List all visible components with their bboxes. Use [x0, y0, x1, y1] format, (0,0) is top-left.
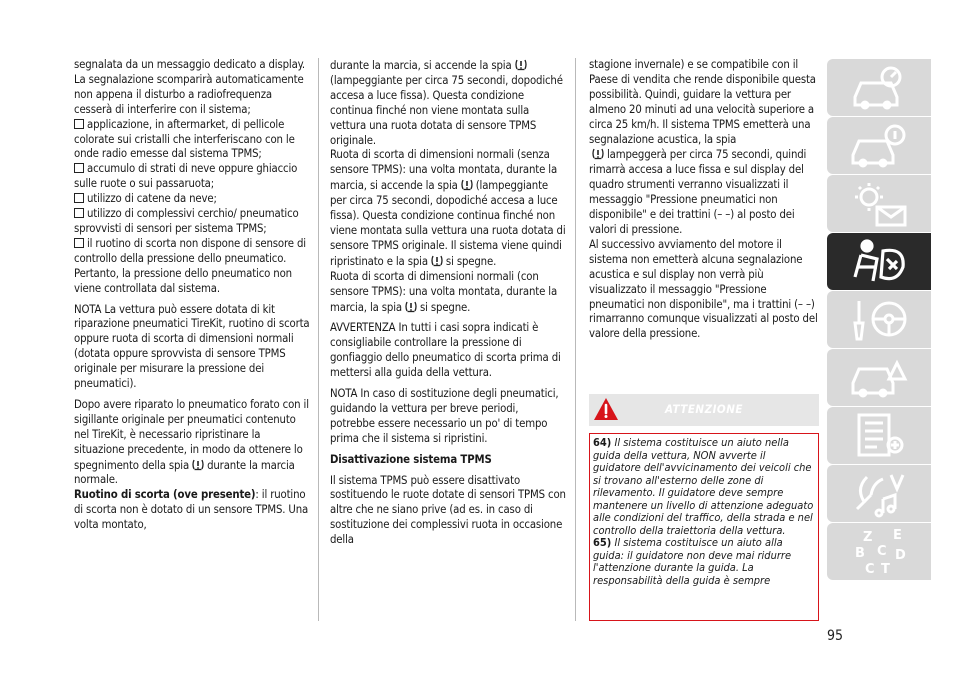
tpms-warning-icon — [460, 178, 474, 191]
tab-index[interactable] — [827, 523, 931, 580]
tpms-warning-icon — [430, 254, 444, 267]
tab-lights[interactable] — [827, 175, 931, 232]
paragraph: Al successivo avviamento del motore il sistema non emetterà alcuna segnalazione acustica e sul display non verrà più visualizzato il messaggio "Pressione pneumatici non disponibile", ma i trattini (– –) rimarranno comunque visualizzati al posto del valore della pressione. — [589, 237, 818, 341]
column-divider — [575, 58, 576, 621]
lights-mail-icon — [847, 179, 911, 228]
bullet-item: utilizzo di complessivi cerchio/ pneumatico sprovvisti di sensori per sistema TPMS; — [74, 207, 299, 235]
bullet-item: il ruotino di scorta non dispone di sensore di controllo della pressione dello pneumatico. Pertanto, la pressione dello pneumatico non viene controllata dal sistema. — [74, 236, 306, 295]
maintenance-list-icon — [847, 411, 911, 460]
warning-item: 64) Il sistema costituisce un aiuto nella guida della vettura, NON avverte il guidatore dell'avvicinamento dei veicoli che si trovano all'esterno delle zone di rilevamento. Il guidatore deve sempre mantenere un livello di attenzione adeguato alle condizioni del traffico, della strada e nel controllo della traiettoria della vettura. — [593, 436, 814, 537]
paragraph: Dopo avere riparato lo pneumatico forato con il sigillante originale per pneumatici contenuto nel TireKit, è necessario ripristinare la situazione precedente, in modo da ottenere lo spegnimento della spia durante la marcia normale. — [74, 397, 309, 487]
warning-body — [589, 433, 819, 621]
column-divider — [318, 58, 319, 621]
index-letter: Z — [863, 530, 873, 545]
index-letter: C — [865, 562, 875, 576]
tpms-warning-icon — [591, 147, 605, 160]
text-column-1 — [74, 58, 310, 539]
warning-item: 65) Il sistema costituisce un aiuto alla guida: il guidatore non deve mai ridurre l'attenzione durante la guida. La responsabilità della guida è sempre — [593, 536, 792, 587]
tab-maintenance[interactable] — [827, 407, 931, 464]
bullet-square-icon — [74, 193, 84, 203]
bullet-square-icon — [74, 163, 84, 173]
bullet-item: accumulo di strati di neve oppure ghiaccio sulle ruote o sui passaruota; — [74, 162, 298, 191]
tpms-warning-icon — [191, 458, 205, 471]
text-column-3 — [589, 58, 819, 348]
tab-car-info[interactable] — [827, 117, 931, 174]
emergency-car-icon — [847, 353, 911, 402]
bullet-item: utilizzo di catene da neve; — [74, 192, 310, 207]
text-column-2 — [330, 58, 566, 554]
warning-title: ATTENZIONE — [665, 402, 743, 416]
multimedia-icon — [847, 469, 911, 518]
bullet-item: applicazione, in aftermarket, di pellicole colorate sui cristalli che interferiscano con le onde radio emesse dal sistema TPMS; — [74, 117, 295, 161]
bullet-square-icon — [74, 208, 84, 218]
section-heading: Disattivazione sistema TPMS — [330, 452, 492, 466]
paragraph: durante la marcia, si accende la spia(lampeggiante per circa 75 secondi, dopodiché accesa a luce fissa). Questa condizione continua finché non viene montata sulla vettura una ruota dotata di sensore TPMS originale. — [330, 59, 563, 147]
paragraph: Ruota di scorta di dimensioni normali (con sensore TPMS): una volta montata, durante la marcia, la spia si spegne. — [330, 269, 558, 314]
paragraph: segnalata da un messaggio dedicato a display. La segnalazione scomparirà automaticamente non appena il disturbo a radiofrequenza cesserà di interferire con il sistema; — [74, 58, 305, 116]
paragraph: Il sistema TPMS può essere disattivato sostituendo le ruote dotate di sensori TPMS con altre che ne siano prive (ad es. in caso di sostituzione dei complessivi ruota in occasione della — [330, 473, 566, 547]
tab-starting-driving[interactable] — [827, 291, 931, 348]
note-paragraph: NOTA La vettura può essere dotata di kit riparazione pneumatici TireKit, ruotino di scorta oppure ruota di scorta di dimensioni normali (dotata oppure sprovvista di sensore TPMS originale per misurare la pressione dei pneumatici). — [74, 302, 310, 391]
index-letter: D — [895, 548, 906, 563]
tab-emergency[interactable] — [827, 349, 931, 406]
starting-driving-icon — [847, 295, 911, 344]
bullet-square-icon — [74, 119, 84, 129]
warning-header — [589, 394, 819, 426]
alphabetical-index-icon — [847, 527, 911, 576]
car-info-icon — [847, 121, 911, 170]
tpms-warning-icon — [404, 300, 418, 313]
index-letter: T — [881, 562, 890, 576]
paragraph: stagione invernale) e se compatibile con il Paese di vendita che rende disponibile questa possibilità. Quindi, guidare la vettura per almeno 20 minuti ad una velocità superiore a circa 25 km/h. Il sistema TPMS emetterà una segnalazione acustica, la spia lampeggerà per circa 75 secondi, quindi rimarrà accesa a luce fissa e sul display del quadro strumenti verranno visualizzati il messaggio "Pressione pneumatici non disponibile" e dei trattini (– –) al posto dei valori di pressione. — [589, 58, 816, 236]
paragraph: Ruota di scorta di dimensioni normali (senza sensore TPMS): una volta montata, durante la marcia, si accende la spia (lampeggiante per circa 75 secondi, dopodiché accesa a luce fissa). Questa condizione continua finché non viene montata sulla vettura una ruota dotata di sensore TPMS originale. Il sistema viene quindi ripristinato e la spia si spegne. — [330, 148, 566, 268]
note-paragraph: NOTA In caso di sostituzione degli pneumatici, guidando la vettura per breve periodi, potrebbe essere necessario un po' di tempo prima che il sistema si ripristini. — [330, 387, 559, 445]
safety-airbag-icon — [847, 237, 911, 286]
index-letter: B — [855, 546, 865, 561]
dashboard-car-icon — [847, 63, 911, 112]
tpms-warning-icon — [514, 58, 528, 71]
bullet-square-icon — [74, 238, 84, 248]
page-number: 95 — [827, 628, 844, 644]
index-letter: C — [877, 544, 887, 559]
tab-safety[interactable] — [827, 233, 931, 290]
paragraph: Ruotino di scorta (ove presente): il ruotino di scorta non è dotato di un sensore TPMS. Una volta montato, — [74, 488, 309, 532]
tab-dashboard[interactable] — [827, 59, 931, 116]
tab-multimedia[interactable] — [827, 465, 931, 522]
warning-paragraph: AVVERTENZA In tutti i casi sopra indicati è consigliabile controllare la pressione di gonfiaggio dello pneumatico di scorta prima di mettersi alla guida della vettura. — [330, 321, 561, 380]
index-letter: E — [893, 528, 902, 543]
